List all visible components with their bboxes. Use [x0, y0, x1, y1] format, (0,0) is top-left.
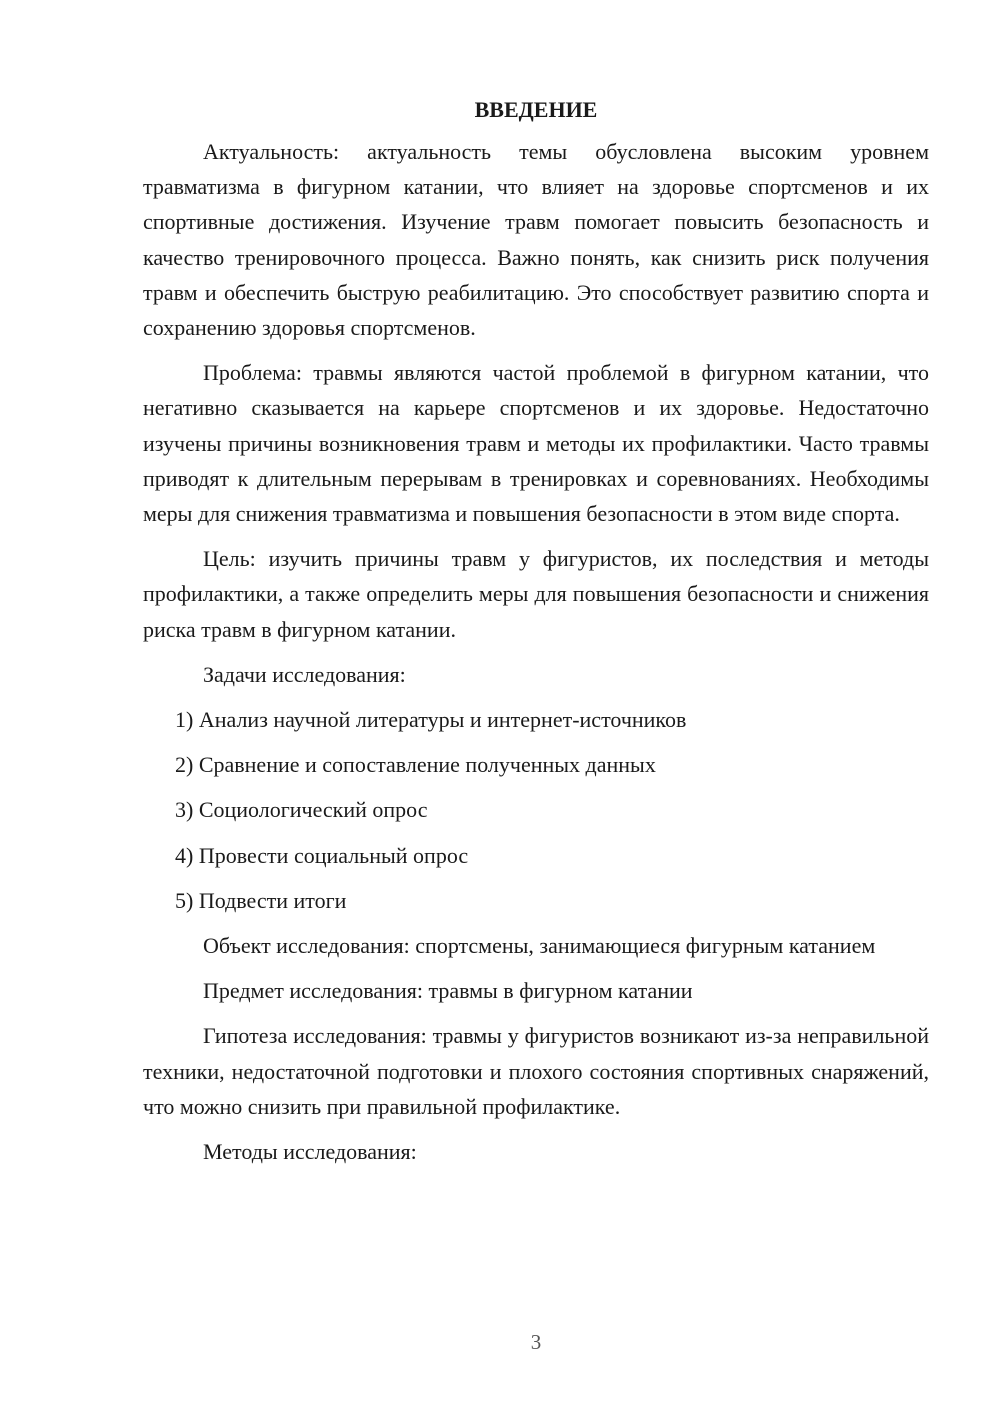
methods-label: Методы исследования: — [203, 1139, 417, 1165]
task-item: 4) Провести социальный опрос — [175, 842, 469, 868]
document-body — [143, 92, 929, 1179]
task-item: 1) Анализ научной литературы и интернет-источников — [175, 707, 687, 733]
goal-paragraph: Цель: изучить причины травм у фигуристов, их последствия и методы профилактики, а также определить меры для повышения безопасности и снижения риска травм в фигурном катании. — [143, 546, 929, 642]
page-number: 3 — [530, 1330, 542, 1354]
section-title: ВВЕДЕНИЕ — [474, 97, 598, 122]
tasks-label: Задачи исследования: — [203, 661, 406, 687]
relevance-paragraph: Актуальность: актуальность темы обусловлена высоким уровнем травматизма в фигурном катании, что влияет на здоровье спортсменов и их спортивные достижения. Изучение травм помогает повысить безопасность и качество тренировочного процесса. Важно понять, как снизить риск получения травм и обеспечить быструю реабилитацию. Это способствует развитию спорта и сохранению здоровья спортсменов. — [143, 139, 929, 341]
hypothesis-paragraph: Гипотеза исследования: травмы у фигуристов возникают из-за неправильной техники, недостаточной подготовки и плохого состояния спортивных снаряжений, что можно снизить при правильной профилактике. — [143, 1023, 929, 1119]
object-paragraph: Объект исследования: спортсмены, занимающиеся фигурным катанием — [203, 933, 876, 959]
tasks-list — [143, 702, 929, 918]
problem-paragraph: Проблема: травмы являются частой проблемой в фигурном катании, что негативно сказывается на карьере спортсменов и их здоровье. Недостаточно изучены причины возникновения травм и методы их профилактики. Часто травмы приводят к длительным перерывам в тренировках и соревнованиях. Необходимы меры для снижения травматизма и повышения безопасности в этом виде спорта. — [143, 360, 929, 527]
task-item: 5) Подвести итоги — [175, 887, 347, 913]
task-item: 3) Социологический опрос — [175, 797, 428, 823]
subject-paragraph: Предмет исследования: травмы в фигурном катании — [203, 978, 693, 1004]
task-item: 2) Сравнение и сопоставление полученных данных — [175, 752, 656, 778]
